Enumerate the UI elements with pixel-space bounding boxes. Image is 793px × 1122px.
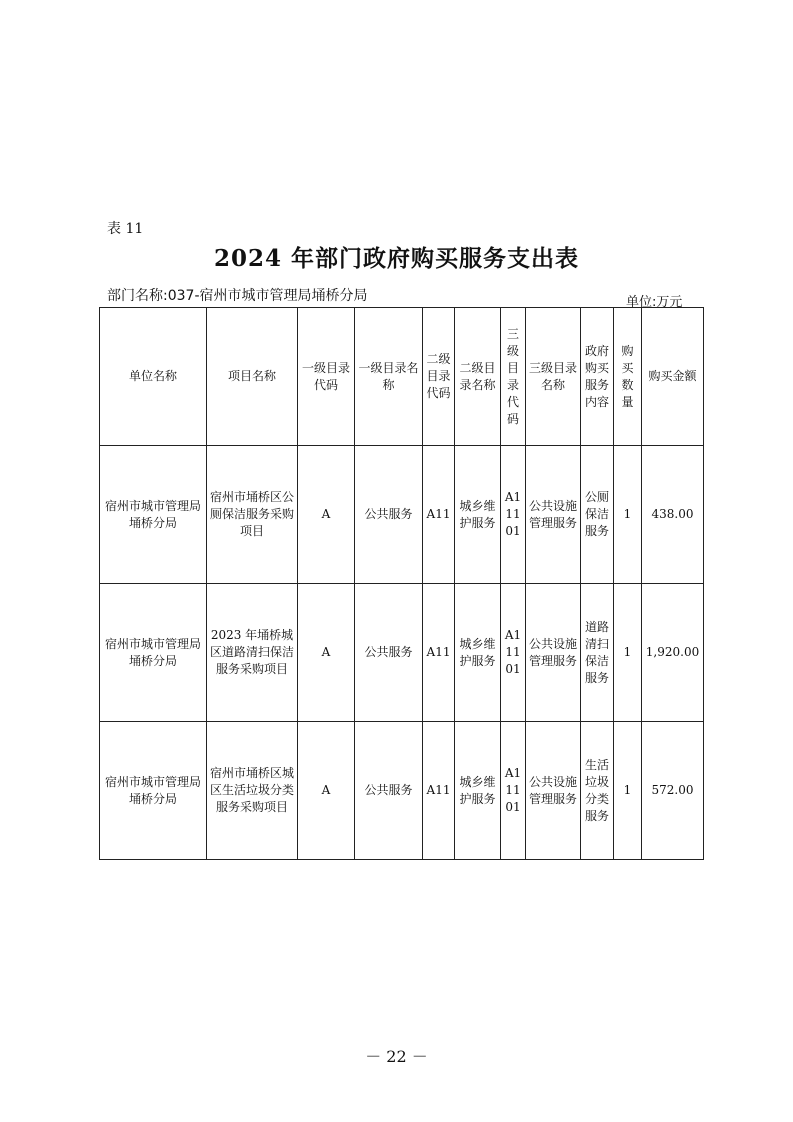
cell-l3-code: A11101 [501, 446, 526, 584]
table-label: 表 11 [107, 221, 144, 237]
header-project-name: 项目名称 [207, 308, 298, 446]
header-l2-name: 二级目录名称 [455, 308, 501, 446]
cell-l2-name: 城乡维护服务 [455, 446, 501, 584]
header-l2-code: 二级目录代码 [423, 308, 455, 446]
cell-l2-name: 城乡维护服务 [455, 584, 501, 722]
cell-unit-name: 宿州市城市管理局埇桥分局 [100, 722, 207, 860]
cell-l3-name: 公共设施管理服务 [526, 722, 581, 860]
table-row [100, 446, 704, 584]
cell-quantity: 1 [614, 584, 642, 722]
cell-service-content: 公厕保洁服务 [581, 446, 614, 584]
cell-project-name: 2023 年埇桥城区道路清扫保洁服务采购项目 [207, 584, 298, 722]
cell-unit-name: 宿州市城市管理局埇桥分局 [100, 584, 207, 722]
cell-l1-code: A [298, 446, 355, 584]
header-amount: 购买金额 [642, 308, 704, 446]
header-service-content: 政府购买服务内容 [581, 308, 614, 446]
cell-l1-name: 公共服务 [355, 722, 423, 860]
cell-l3-code: A11101 [501, 584, 526, 722]
cell-project-name: 宿州市埇桥区城区生活垃圾分类服务采购项目 [207, 722, 298, 860]
cell-amount: 438.00 [642, 446, 704, 584]
cell-quantity: 1 [614, 722, 642, 860]
cell-l3-code: A11101 [501, 722, 526, 860]
cell-quantity: 1 [614, 446, 642, 584]
cell-l3-name: 公共设施管理服务 [526, 446, 581, 584]
department-name: 部门名称:037-宿州市城市管理局埇桥分局 [107, 288, 368, 304]
page-title: 2024 年部门政府购买服务支出表 [213, 245, 580, 272]
header-l1-code: 一级目录代码 [298, 308, 355, 446]
cell-amount: 1,920.00 [642, 584, 704, 722]
cell-l3-name: 公共设施管理服务 [526, 584, 581, 722]
table-row [100, 722, 704, 860]
cell-l2-code: A11 [423, 584, 455, 722]
page-number: － 22 － [365, 1047, 428, 1066]
header-row [100, 308, 704, 446]
cell-service-content: 道路清扫保洁服务 [581, 584, 614, 722]
cell-l1-name: 公共服务 [355, 584, 423, 722]
table-row [100, 584, 704, 722]
procurement-table [99, 307, 704, 860]
cell-l2-code: A11 [423, 722, 455, 860]
cell-project-name: 宿州市埇桥区公厕保洁服务采购项目 [207, 446, 298, 584]
cell-l1-code: A [298, 584, 355, 722]
cell-l2-code: A11 [423, 446, 455, 584]
cell-unit-name: 宿州市城市管理局埇桥分局 [100, 446, 207, 584]
cell-service-content: 生活垃圾分类服务 [581, 722, 614, 860]
cell-amount: 572.00 [642, 722, 704, 860]
header-quantity: 购买数量 [614, 308, 642, 446]
header-l1-name: 一级目录名称 [355, 308, 423, 446]
cell-l1-name: 公共服务 [355, 446, 423, 584]
header-l3-code: 三级目录代码 [501, 308, 526, 446]
cell-l1-code: A [298, 722, 355, 860]
cell-l2-name: 城乡维护服务 [455, 722, 501, 860]
header-unit-name: 单位名称 [100, 308, 207, 446]
header-l3-name: 三级目录名称 [526, 308, 581, 446]
unit-label: 单位:万元 [626, 295, 683, 310]
